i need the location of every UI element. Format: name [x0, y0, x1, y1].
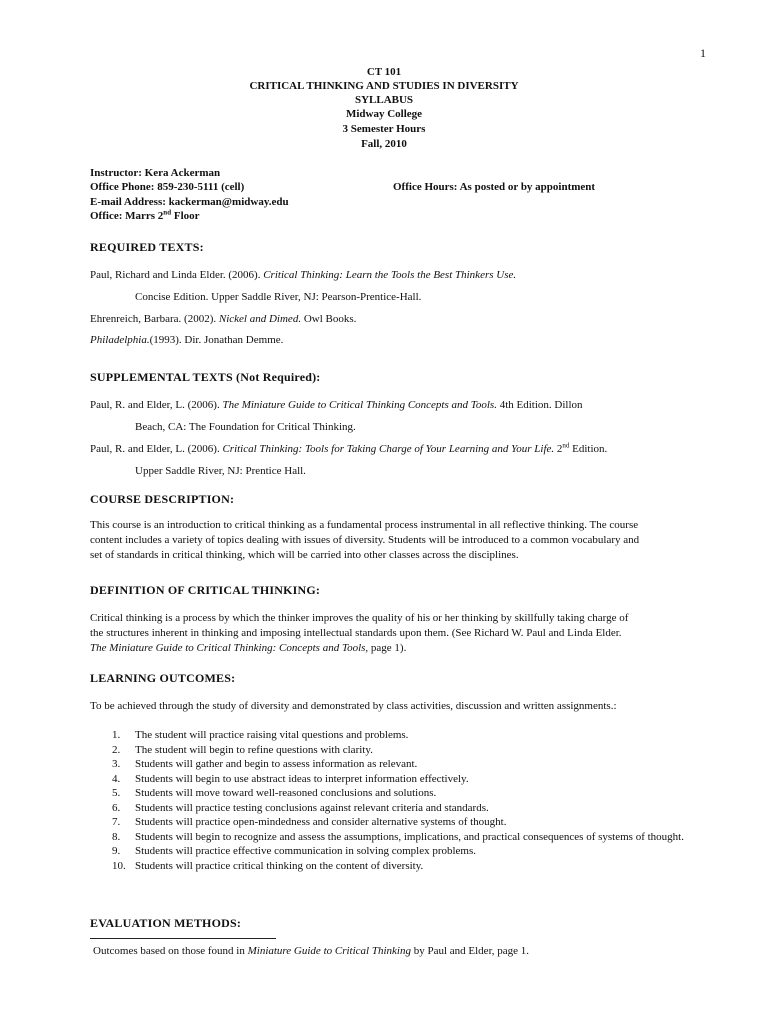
citation-author: Ehrenreich, Barbara. (2002). [90, 313, 219, 325]
supplemental-text-1 [90, 399, 583, 411]
learning-outcomes-list [90, 728, 730, 873]
document-type: SYLLABUS [354, 94, 414, 106]
list-item [90, 801, 730, 816]
office-location [90, 210, 200, 222]
citation-title: Nickel and Dimed. [218, 313, 302, 325]
evaluation-methods-heading: EVALUATION METHODS: [90, 916, 242, 930]
email-address: E-mail Address: kackerman@midway.edu [90, 196, 289, 208]
list-text: Students will begin to recognize and assess the assumptions, implications, and practical consequences of systems of thought. [135, 830, 684, 843]
list-number: 7. [112, 816, 121, 828]
list-text: Students will practice critical thinking on the content of diversity. [135, 859, 424, 872]
list-text: Students will begin to use abstract ideas to interpret information effectively. [135, 772, 469, 785]
citation-details: (1993). Dir. Jonathan Demme. [149, 334, 284, 346]
required-texts-heading: REQUIRED TEXTS: [90, 240, 204, 254]
citation-title: Critical Thinking: Tools for Taking Charge of Your Learning and Your Life. [222, 443, 555, 455]
citation-title: The Miniature Guide to Critical Thinking Concepts and Tools. [222, 399, 497, 411]
term: Fall, 2010 [361, 138, 407, 150]
office-phone: Office Phone: 859-230-5111 (cell) [90, 181, 245, 193]
list-item [90, 772, 730, 787]
list-text: Students will practice open-mindedness and consider alternative systems of thought. [135, 816, 507, 828]
instructor-name: Instructor: Kera Ackerman [90, 167, 221, 179]
footnote [93, 945, 529, 957]
required-text-1-continued: Concise Edition. Upper Saddle River, NJ: Pearson-Prentice-Hall. [135, 291, 422, 303]
office-superscript: nd [163, 208, 172, 217]
citation-title: The Miniature Guide to Critical Thinking: Concepts and Tools, [90, 642, 369, 654]
list-item [90, 815, 730, 830]
citation-author: Paul, R. and Elder, L. (2006). [90, 399, 223, 411]
course-description-line: content includes a variety of topics dealing with issues of diversity. Students will be introduced to a common vocabulary and [90, 534, 640, 546]
citation-author: Paul, Richard and Linda Elder. (2006). [90, 269, 264, 281]
footnote-title: Miniature Guide to Critical Thinking [247, 945, 411, 957]
citation-edition-suffix: Edition. [569, 443, 608, 455]
citation-title: Philadelphia. [90, 334, 150, 346]
list-text: Students will move toward well-reasoned conclusions and solutions. [135, 787, 437, 799]
learning-outcomes-heading: LEARNING OUTCOMES: [90, 671, 236, 685]
required-text-2 [90, 313, 356, 325]
course-description-line: set of standards in critical thinking, which will be carried into other classes across the disciplines. [90, 549, 519, 561]
learning-outcomes-intro: To be achieved through the study of diversity and demonstrated by class activities, discussion and written assignments.: [90, 700, 617, 712]
supplemental-texts-heading: SUPPLEMENTAL TEXTS (Not Required): [90, 370, 321, 384]
list-item [90, 728, 730, 743]
definition-heading: DEFINITION OF CRITICAL THINKING: [90, 583, 321, 597]
list-text: The student will begin to refine questions with clarity. [135, 743, 373, 756]
course-description-heading: COURSE DESCRIPTION: [90, 492, 235, 506]
list-text: The student will practice raising vital questions and problems. [135, 729, 409, 741]
list-text: Students will practice testing conclusions against relevant criteria and standards. [135, 801, 489, 814]
course-code: CT 101 [366, 66, 402, 78]
citation-edition: 4th Edition. Dillon [496, 399, 583, 411]
definition-line: Critical thinking is a process by which the thinker improves the quality of his or her thinking by skillfully taking charge of [90, 612, 629, 624]
footnote-separator [90, 938, 276, 939]
list-text: Students will gather and begin to assess information as relevant. [135, 758, 418, 770]
college-name: Midway College [345, 108, 423, 120]
citation-publisher: Owl Books. [301, 313, 357, 325]
list-number: 9. [112, 845, 121, 857]
citation-page: page 1). [368, 642, 407, 654]
citation-title: Critical Thinking: Learn the Tools the Best Thinkers Use. [263, 269, 517, 281]
definition-line [90, 642, 406, 654]
list-number: 10. [112, 859, 126, 872]
list-item [90, 757, 730, 772]
edition-superscript: nd [562, 441, 570, 450]
footnote-text: Outcomes based on those found in [93, 945, 248, 957]
citation-author: Paul, R. and Elder, L. (2006). [90, 443, 223, 455]
course-title: CRITICAL THINKING AND STUDIES IN DIVERSITY [249, 80, 519, 92]
list-text: Students will practice effective communication in solving complex problems. [135, 845, 477, 857]
list-number: 6. [112, 801, 121, 814]
supplemental-text-2-continued: Upper Saddle River, NJ: Prentice Hall. [135, 465, 306, 477]
list-number: 3. [112, 758, 121, 770]
course-description-line: This course is an introduction to critical thinking as a fundamental process instrumental in all reflective thinking. The course [90, 519, 639, 531]
list-number: 4. [112, 772, 121, 785]
list-number: 8. [112, 830, 121, 843]
list-item [90, 743, 730, 758]
footnote-source: by Paul and Elder, page 1. [410, 945, 530, 957]
office-hours: Office Hours: As posted or by appointment [393, 181, 596, 193]
supplemental-text-2 [90, 443, 607, 455]
list-item [90, 844, 730, 859]
citation-edition: 2 [554, 443, 563, 455]
definition-line: the structures inherent in thinking and imposing intellectual standards upon them. (See Richard W. Paul and Linda Elder. [90, 627, 622, 639]
list-item [90, 786, 730, 801]
semester-hours: 3 Semester Hours [342, 123, 426, 135]
required-text-3 [90, 334, 283, 346]
office-prefix: Office: Marrs 2 [90, 210, 164, 222]
required-text-1 [90, 269, 516, 281]
list-number: 1. [112, 729, 121, 741]
list-item [90, 830, 730, 845]
page-number: 1 [700, 46, 706, 60]
list-number: 5. [112, 787, 121, 799]
supplemental-text-1-continued: Beach, CA: The Foundation for Critical Thinking. [135, 421, 356, 433]
office-suffix: Floor [171, 210, 200, 222]
list-number: 2. [112, 743, 121, 756]
list-item [90, 859, 730, 874]
